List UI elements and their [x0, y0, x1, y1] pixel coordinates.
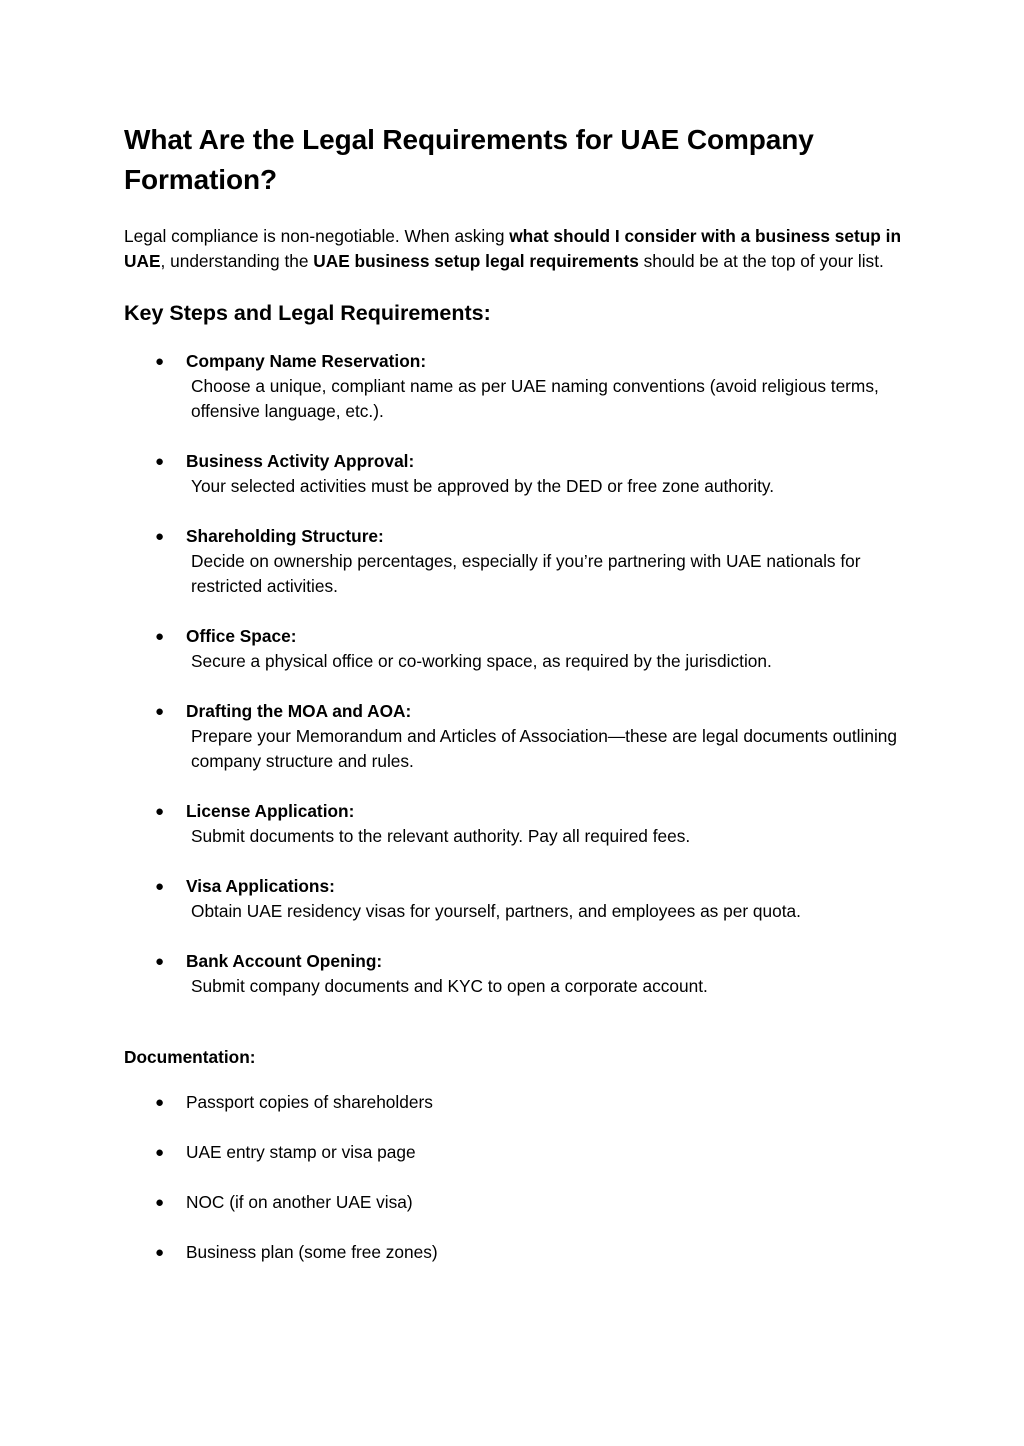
step-title: Drafting the MOA and AOA: [186, 701, 412, 721]
document-item-text: UAE entry stamp or visa page [186, 1142, 416, 1162]
bullet-icon: ● [155, 1244, 165, 1261]
bullet-icon: ● [155, 1194, 165, 1211]
step-description: Your selected activities must be approved by the DED or free zone authority. [191, 476, 775, 496]
step-description: Decide on ownership percentages, especially if you’re partnering with UAE nationals for restricted activities. [191, 551, 861, 596]
step-title: Office Space: [186, 626, 297, 646]
intro-text-1: Legal compliance is non-negotiable. When asking [124, 226, 510, 246]
documentation-heading: Documentation: [124, 1047, 256, 1067]
bullet-icon: ● [155, 1144, 165, 1161]
document-item-text: Business plan (some free zones) [186, 1242, 438, 1262]
bullet-icon: ● [155, 528, 165, 545]
step-description: Prepare your Memorandum and Articles of Association—these are legal documents outlining company structure and rules. [191, 726, 898, 771]
bullet-icon: ● [155, 703, 165, 720]
intro-text-3: should be at the top of your list. [638, 251, 884, 271]
list-item-step [124, 799, 904, 849]
list-item-step [124, 624, 904, 674]
intro-bold-2: UAE business setup legal requirements [313, 251, 639, 271]
step-description: Submit documents to the relevant authority. Pay all required fees. [191, 826, 691, 846]
step-description: Submit company documents and KYC to open a corporate account. [191, 976, 708, 996]
bullet-icon: ● [155, 953, 165, 970]
step-title: Business Activity Approval: [186, 451, 415, 471]
intro-paragraph [124, 224, 904, 274]
document-item-text: NOC (if on another UAE visa) [186, 1192, 413, 1212]
document-page [124, 120, 904, 1290]
step-title: Shareholding Structure: [186, 526, 384, 546]
step-description: Obtain UAE residency visas for yourself, partners, and employees as per quota. [191, 901, 801, 921]
step-description: Choose a unique, compliant name as per UAE naming conventions (avoid religious terms, offensive language, etc.). [191, 376, 879, 421]
bullet-icon: ● [155, 628, 165, 645]
step-title: Visa Applications: [186, 876, 335, 896]
step-title: License Application: [186, 801, 355, 821]
list-item-step [124, 449, 904, 499]
bullet-icon: ● [155, 453, 165, 470]
list-item-step [124, 874, 904, 924]
bullet-icon: ● [155, 353, 165, 370]
list-item-step [124, 349, 904, 424]
step-title: Company Name Reservation: [186, 351, 427, 371]
list-item-step [124, 699, 904, 774]
step-title: Bank Account Opening: [186, 951, 383, 971]
list-item-document [124, 1240, 904, 1265]
documentation-list [124, 1090, 904, 1265]
bullet-icon: ● [155, 1094, 165, 1111]
bullet-icon: ● [155, 878, 165, 895]
list-item-document [124, 1090, 904, 1115]
steps-heading: Key Steps and Legal Requirements: [124, 301, 491, 325]
step-description: Secure a physical office or co-working space, as required by the jurisdiction. [191, 651, 772, 671]
page-title: What Are the Legal Requirements for UAE Company Formation? [124, 124, 814, 195]
intro-text-2: , understanding the [160, 251, 314, 271]
list-item-step [124, 949, 904, 999]
steps-list [124, 349, 904, 999]
document-item-text: Passport copies of shareholders [186, 1092, 433, 1112]
intro-bold-1: what should I consider with a business setup in UAE [124, 226, 901, 271]
bullet-icon: ● [155, 803, 165, 820]
list-item-step [124, 524, 904, 599]
list-item-document [124, 1190, 904, 1215]
list-item-document [124, 1140, 904, 1165]
